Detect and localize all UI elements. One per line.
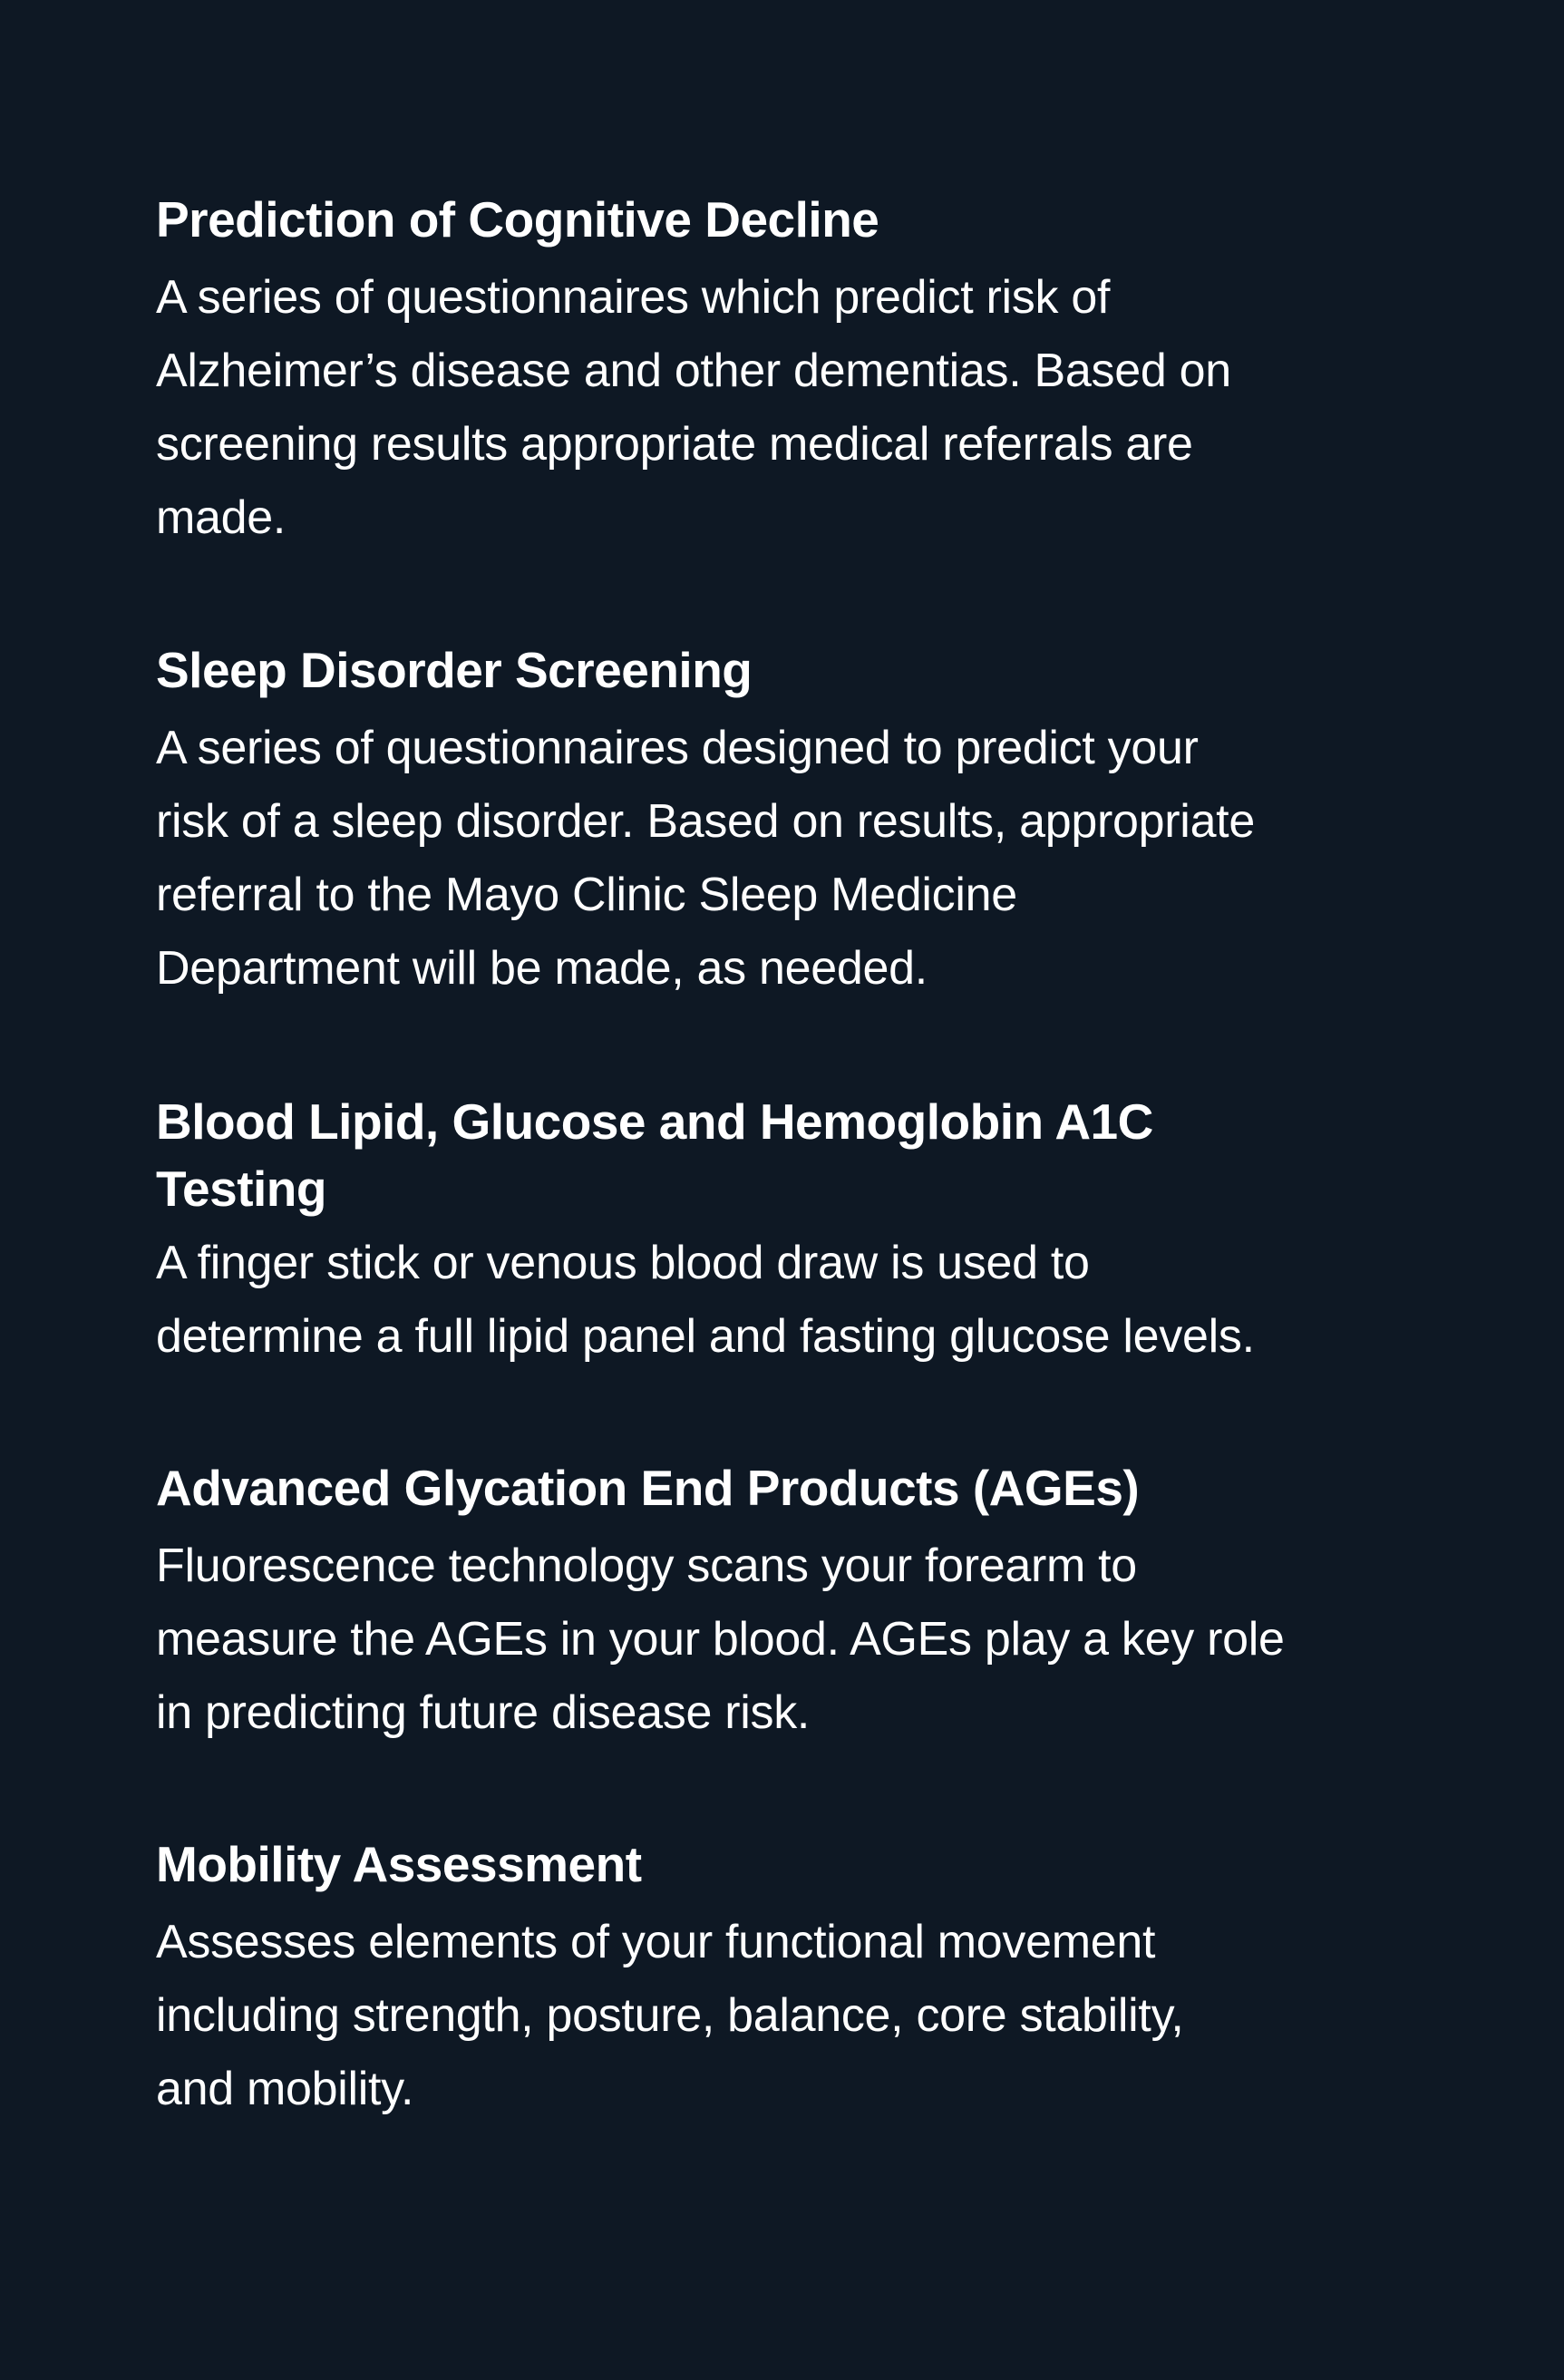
section-cognitive-decline <box>156 186 1425 555</box>
description-line: made. <box>156 491 287 544</box>
section-mobility <box>156 1831 1425 2126</box>
section-description <box>156 1530 1425 1750</box>
services-list <box>156 186 1425 2126</box>
section-title: Prediction of Cognitive Decline <box>156 191 879 248</box>
description-line: and mobility. <box>156 2063 414 2115</box>
section-description <box>156 712 1425 1005</box>
description-line: A series of questionnaires designed to predict your <box>156 722 1199 774</box>
section-sleep-disorder <box>156 636 1425 1005</box>
description-line: Department will be made, as needed. <box>156 942 928 995</box>
title-line: Testing <box>156 1161 326 1217</box>
description-line: in predicting future disease risk. <box>156 1686 811 1739</box>
section-title: Mobility Assessment <box>156 1836 642 1892</box>
section-blood-testing <box>156 1088 1425 1374</box>
section-title <box>156 1088 1425 1222</box>
description-line: Alzheimer’s disease and other dementias. Based on <box>156 345 1231 397</box>
description-line: screening results appropriate medical referrals are <box>156 418 1193 471</box>
description-line: measure the AGEs in your blood. AGEs play a key role <box>156 1613 1285 1666</box>
section-description <box>156 261 1425 555</box>
description-line: A finger stick or venous blood draw is used to <box>156 1237 1090 1289</box>
section-ages <box>156 1454 1425 1750</box>
section-description <box>156 1906 1425 2126</box>
section-description <box>156 1227 1425 1374</box>
description-line: Assesses elements of your functional movement <box>156 1916 1156 1968</box>
section-title: Sleep Disorder Screening <box>156 642 753 698</box>
description-line: A series of questionnaires which predict risk of <box>156 271 1111 324</box>
description-line: including strength, posture, balance, core stability, <box>156 1989 1184 2042</box>
description-line: Fluorescence technology scans your forearm to <box>156 1540 1137 1592</box>
title-line: Blood Lipid, Glucose and Hemoglobin A1C <box>156 1093 1153 1150</box>
description-line: referral to the Mayo Clinic Sleep Medicine <box>156 869 1017 921</box>
description-line: risk of a sleep disorder. Based on results, appropriate <box>156 795 1255 848</box>
section-title: Advanced Glycation End Products (AGEs) <box>156 1460 1140 1516</box>
description-line: determine a full lipid panel and fasting glucose levels. <box>156 1310 1255 1363</box>
